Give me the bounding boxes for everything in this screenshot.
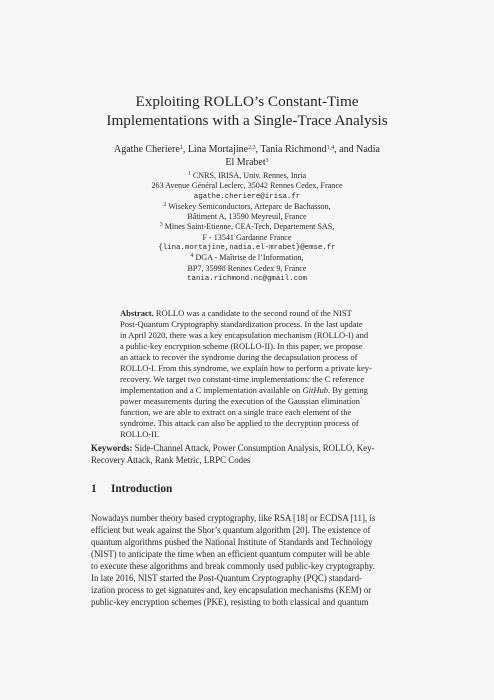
abstract-text: implementation and a C implementation available on (120, 385, 303, 395)
abstract-line: ROLLO-I. From this syndrome, we explain how to perform a private key- (120, 363, 372, 373)
abstract-line: an attack to recover the syndrome during the decapsulation process of (120, 352, 358, 362)
abstract-line: in April 2020, there was a key encapsulation mechanism (ROLLO-I) and (120, 330, 369, 340)
affiliation-4-line-1 (0, 253, 494, 263)
keywords-line (91, 442, 403, 454)
abstract-text: ROLLO was a candidate to the second round of the NIST (153, 308, 352, 318)
title-line-1: Exploiting ROLLO’s Constant-Time (135, 93, 359, 110)
affiliation-4-email: tania.richmond.nc@gmail.com (187, 274, 307, 283)
title-line-2: Implementations with a Single-Trace Analysis (106, 112, 388, 129)
keywords-text: Side-Channel Attack, Power Consumption Analysis, ROLLO, Key- (132, 443, 375, 453)
affiliation-2-sup: 2 (163, 201, 167, 208)
affiliation-3-email: {lina.mortajine,nadia.el-mrabet}@emse.fr (158, 244, 336, 253)
affiliation-2-line-1 (0, 202, 494, 212)
abstract-line: power measurements during the execution of the Gaussian elimination (120, 396, 360, 406)
author-line-2 (0, 157, 494, 170)
abstract-text: . By getting (327, 385, 368, 395)
affiliations (0, 171, 494, 284)
abstract-line (120, 385, 376, 396)
author-line-1 (0, 144, 494, 157)
abstract-line: function, we are able to extract on a single trace each element of the (120, 407, 352, 417)
abstract-line: syndrome. This attack can also be applied to the decryption process of (120, 418, 359, 428)
affiliation-1-name: CNRS, IRISA, Univ. Rennes, Inria (190, 171, 307, 180)
paper-title (0, 92, 494, 130)
affiliation-4-line-2: BP7, 35998 Rennes Cedex 9, France (187, 263, 307, 273)
intro-line: quantum algorithms pushed the National Institute of Standards and Technology (91, 537, 373, 547)
intro-line: Nowadays number theory based cryptography, like RSA [18] or ECDSA [11], is (91, 513, 376, 523)
abstract-line (120, 308, 376, 319)
intro-line: (NIST) to anticipate the time when an efficient quantum computer will be able (91, 549, 370, 559)
introduction-text (91, 512, 404, 608)
keywords-line: Recovery Attack, Rank Metric, LRPC Codes (91, 455, 251, 465)
affiliation-3-name: Mines Saint-Etienne, CEA-Tech, Departement SAS, (162, 222, 335, 232)
section-heading (91, 482, 172, 496)
abstract-label: Abstract. (120, 308, 154, 318)
author-richmond-sup: 1,4 (326, 145, 335, 151)
abstract-line: a public-key encryption scheme (ROLLO-II). In this paper, we propose (120, 341, 363, 351)
affiliation-2-name: Wisekey Semiconductors, Arteparc de Bachasson, (166, 201, 331, 211)
author-richmond: , Tania Richmond (255, 144, 327, 155)
affiliation-4-sup: 4 (190, 253, 194, 260)
affiliation-2-line-2: Bâtiment A, 13590 Meyreuil, France (187, 212, 307, 222)
section-title: Introduction (111, 483, 173, 495)
author-el-mrabet: El Mrabet (225, 156, 266, 168)
github-word: GitHub (302, 385, 328, 395)
section-number: 1 (91, 483, 97, 495)
abstract-line: recovery. We target two constant-time implementations: the C reference (120, 374, 365, 384)
intro-line: to execute these algorithms and break commonly used public-key cryptography. (91, 561, 375, 571)
author-cheriere: Agathe Cheriere (114, 144, 180, 155)
keywords (91, 442, 403, 466)
author-mortajine: , Lina Mortajine (182, 144, 249, 155)
affiliation-4-name: DGA - Maîtrise de l’Information, (193, 253, 304, 263)
affiliation-3-line-1 (0, 222, 494, 232)
author-cheriere-sup: 1 (179, 145, 183, 151)
affiliation-1-line-2: 263 Avenue Général Leclerc, 35042 Rennes Cedex, France (151, 181, 343, 191)
abstract (120, 308, 376, 440)
affiliation-3-line-2: F - 13541 Gardanne France (202, 232, 292, 242)
author-and-nadia: , and Nadia (334, 144, 380, 155)
author-el-mrabet-sup: 3 (265, 157, 269, 164)
keywords-label: Keywords: (91, 443, 133, 453)
intro-line: In late 2016, NIST started the Post-Quantum Cryptography (PQC) standard- (91, 573, 362, 583)
abstract-line: ROLLO-II. (120, 429, 159, 439)
affiliation-1-email: agathe.cheriere@irisa.fr (193, 192, 301, 201)
affiliation-1-sup: 1 (187, 171, 191, 177)
abstract-line: Post-Quantum Cryptography standardization process. In the last update (120, 319, 363, 329)
intro-line: efficient but weak against the Shor’s quantum algorithm [20]. The existence of (91, 525, 371, 535)
author-mortajine-sup: 2,3 (248, 145, 256, 151)
intro-line: public-key encryption schemes (PKE), resisting to both classical and quantum (91, 597, 369, 607)
affiliation-3-sup: 3 (159, 222, 163, 229)
intro-line: ization process to get signatures and, key encapsulation mechanisms (KEM) or (91, 585, 372, 595)
author-list (0, 144, 494, 169)
affiliation-1-line-1 (0, 171, 494, 181)
